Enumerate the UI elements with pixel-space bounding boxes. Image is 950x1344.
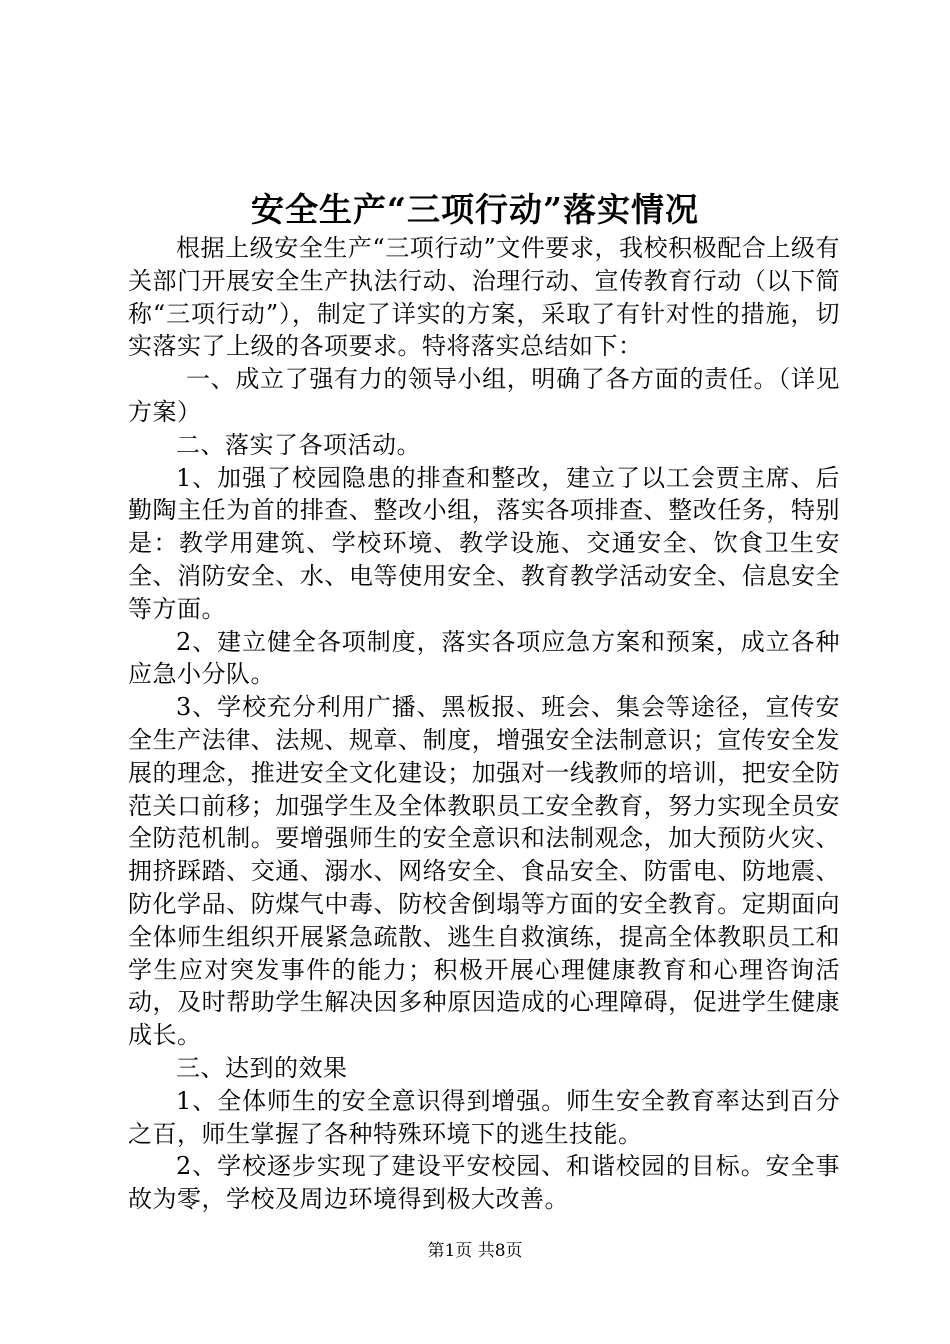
document-body xyxy=(128,232,840,1216)
paragraph-item-3-2: 2、学校逐步实现了建设平安校园、和谐校园的目标。安全事故为零，学校及周边环境得到极大改善。 xyxy=(128,1152,840,1214)
paragraph-section-3: 三、达到的效果 xyxy=(176,1053,348,1082)
paragraph-section-2: 二、落实了各项活动。 xyxy=(176,430,421,459)
document-title: 安全生产“三项行动”落实情况 xyxy=(251,190,699,229)
paragraph-item-2-1: 1、加强了校园隐患的排查和整改，建立了以工会贾主席、后勤陶主任为首的排查、整改小组，落实各项排查、整改任务，特别是：教学用建筑、学校环境、教学设施、交通安全、饮食卫生安全、消防安全、水、电等使用安全、教育教学活动安全、信息安全等方面。 xyxy=(128,463,840,623)
paragraph-item-2-2: 2、建立健全各项制度，落实各项应急方案和预案，成立各种应急小分队。 xyxy=(128,627,840,689)
paragraph-item-2-3: 3、学校充分利用广播、黑板报、班会、集会等途径，宣传安全生产法律、法规、规章、制度，增强安全法制意识；宣传安全发展的理念，推进安全文化建设；加强对一线教师的培训，把安全防范关口前移；加强学生及全体教职员工安全教育，努力实现全员安全防范机制。要增强师生的安全意识和法制观念，加大预防火灾、拥挤踩踏、交通、溺水、网络安全、食品安全、防雷电、防地震、防化学品、防煤气中毒、防校舍倒塌等方面的安全教育。定期面向全体师生组织开展紧急疏散、逃生自救演练，提高全体教职员工和学生应对突发事件的能力；积极开展心理健康教育和心理咨询活动，及时帮助学生解决因多种原因造成的心理障碍，促进学生健康成长。 xyxy=(128,693,840,1050)
paragraph-item-3-1: 1、全体师生的安全意识得到增强。师生安全教育率达到百分之百，师生掌握了各种特殊环境下的逃生技能。 xyxy=(128,1086,840,1148)
paragraph-intro: 根据上级安全生产“三项行动”文件要求，我校积极配合上级有关部门开展安全生产执法行动、治理行动、宣传教育行动（以下简称“三项行动”），制定了详实的方案，采取了有针对性的措施，切实落实了上级的各项要求。特将落实总结如下： xyxy=(128,234,840,361)
page-number-footer: 第1页 共8页 xyxy=(427,1241,523,1261)
paragraph-section-1: 一、成立了强有力的领导小组，明确了各方面的责任。（详见方案） xyxy=(128,365,840,426)
